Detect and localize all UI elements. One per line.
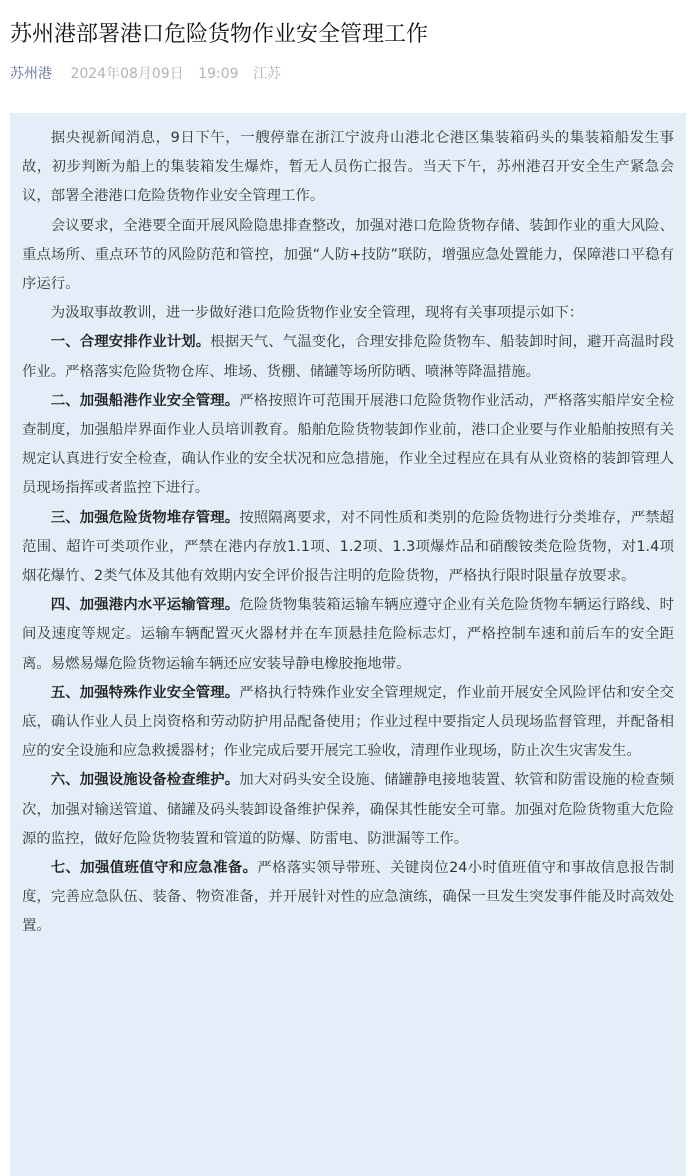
article-meta [10,63,281,85]
item-text: 危险货物集装箱运输车辆应遵守企业有关危险货物车辆运行路线、时间及速度等规定。运输车辆配置灭火器材并在车顶悬挂危险标志灯，严格控制车速和前后车的安全距离。易燃易爆危险货物运输车辆还应安装导静电橡胶拖地带。 [22,597,674,672]
item-heading: 一、合理安排作业计划。 [50,334,211,351]
article-body [10,113,686,1176]
item-text: 严格执行特殊作业安全管理规定，作业前开展安全风险评估和安全交底，确认作业人员上岗资格和劳动防护用品配备使用；作业过程中要指定人员现场监督管理，并配备相应的安全设施和应急救援器材；作业完成后要开展完工验收，清理作业现场，防止次生灾害发生。 [22,684,674,760]
item-text: 根据天气、气温变化，合理安排危险货物车、船装卸时间，避开高温时段作业。严格落实危险货物仓库、堆场、货棚、储罐等场所防晒、喷淋等降温措施。 [22,334,674,380]
item-6 [22,766,674,854]
item-7 [22,854,674,942]
item-heading: 三、加强危险货物堆存管理。 [50,509,240,526]
article-title: 苏州港部署港口危险货物作业安全管理工作 [10,22,429,47]
item-1 [22,328,674,386]
item-heading: 四、加强港内水平运输管理。 [50,597,240,614]
item-heading: 六、加强设施设备检查维护。 [50,772,240,789]
item-5 [22,679,674,767]
item-text: 按照隔离要求，对不同性质和类别的危险货物进行分类堆存，严禁超范围、超许可类项作业，严禁在港内存放1.1项、1.2项、1.3项爆炸品和硝酸铵类危险货物，对1.4项烟花爆竹、2类气体及其他有效期内安全评价报告注明的危险货物，严格执行限时限量存放要求。 [22,509,674,585]
paragraph-notice: 为汲取事故教训，进一步做好港口危险货物作业安全管理，现将有关事项提示如下： [50,305,584,322]
publish-location: 江苏 [252,66,281,82]
item-text: 加大对码头安全设施、储罐静电接地装置、软管和防雷设施的检查频次，加强对输送管道、储罐及码头装卸设备维护保养，确保其性能安全可靠。加强对危险货物重大危险源的监控，做好危险货物装置和管道的防爆、防雷电、防泄漏等工作。 [22,772,674,847]
publish-date: 2024年08月09日 [70,66,184,82]
item-heading: 五、加强特殊作业安全管理。 [50,684,240,701]
item-heading: 七、加强值班值守和应急准备。 [50,860,258,877]
item-text: 严格落实领导带班、关键岗位24小时值班值守和事故信息报告制度，完善应急队伍、装备、物资准备，并开展针对性的应急演练，确保一旦发生突发事件能及时高效处置。 [22,860,674,935]
publish-time: 19:09 [198,66,239,82]
item-4 [22,591,674,679]
paragraph-intro: 据央视新闻消息，9日下午，一艘停靠在浙江宁波舟山港北仑港区集装箱码头的集装箱船发生事故，初步判断为船上的集装箱发生爆炸，暂无人员伤亡报告。当天下午，苏州港召开安全生产紧急会议，部署全港港口危险货物作业安全管理工作。 [22,130,674,205]
item-heading: 二、加强船港作业安全管理。 [50,392,240,409]
item-2 [22,387,674,504]
paragraph-meeting: 会议要求，全港要全面开展风险隐患排查整改，加强对港口危险货物存储、装卸作业的重大风险、重点场所、重点环节的风险防范和管控，加强“人防+技防”联防，增强应急处置能力，保障港口平稳有序运行。 [22,217,674,293]
item-3 [22,504,674,592]
item-text: 严格按照许可范围开展港口危险货物作业活动，严格落实船岸安全检查制度，加强船岸界面作业人员培训教育。船舶危险货物装卸作业前，港口企业要与作业船舶按照有关规定认真进行安全检查，确认作业的安全状况和应急措施，作业全过程应在具有从业资格的装卸管理人员现场指挥或者监控下进行。 [22,392,674,497]
author-link[interactable]: 苏州港 [10,66,52,82]
